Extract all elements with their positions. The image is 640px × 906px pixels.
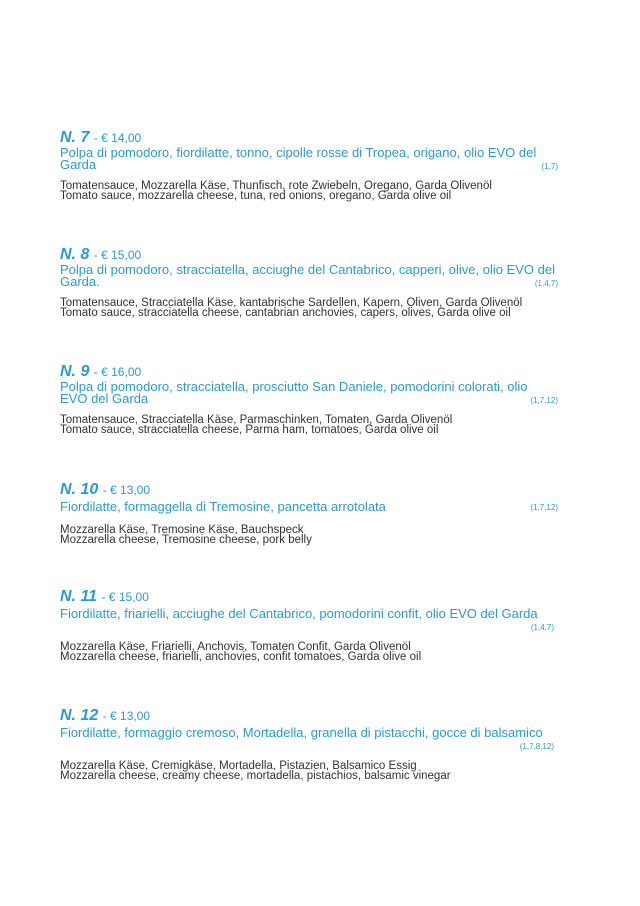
- item-description-german: Mozzarella Käse, Friarielli, Anchovis, Tomaten Confit, Garda Olivenöl: [60, 641, 411, 653]
- item-price: - € 14,00: [93, 131, 142, 145]
- italian-text: Polpa di pomodoro, stracciatella, prosciutto San Daniele, pomodorini colorati, olio EVO del Garda: [60, 379, 528, 406]
- item-description-english: Mozzarella cheese, creamy cheese, mortadella, pistachios, balsamic vinegar: [60, 770, 451, 782]
- item-number: N. 8: [60, 246, 90, 263]
- menu-item: [60, 246, 560, 318]
- allergen-codes: (1,7,12): [530, 503, 558, 512]
- allergen-codes: (1,4,7): [534, 279, 558, 288]
- item-header: [60, 707, 560, 725]
- item-number: N. 10: [60, 481, 99, 498]
- item-description-italian: [60, 725, 560, 751]
- allergen-codes: (1,4,7): [530, 623, 554, 632]
- allergen-codes: (1,7): [541, 162, 558, 171]
- allergen-codes: (1,7,12): [530, 396, 558, 405]
- item-description-italian: [60, 264, 560, 288]
- item-description-english: Mozzarella cheese, friarielli, anchovies, confit tomatoes, Garda olive oil: [60, 651, 422, 663]
- item-description-german: Tomatensauce, Mozzarella Käse, Thunfisch, rote Zwiebeln, Oregano, Garda Olivenöl: [60, 180, 492, 192]
- item-description-italian: [60, 499, 560, 515]
- menu-item: [60, 129, 560, 201]
- menu-item: [60, 363, 560, 435]
- allergen-codes: (1,7,8,12): [519, 742, 554, 751]
- item-price: - € 15,00: [101, 590, 149, 604]
- italian-text: Fiordilatte, friarielli, acciughe del Cantabrico, pomodorini confit, olio EVO del Garda: [60, 606, 538, 621]
- item-description-english: Tomato sauce, stracciatella cheese, Parma ham, tomatoes, Garda olive oil: [60, 424, 439, 436]
- item-price: - € 13,00: [102, 709, 151, 723]
- item-number: N. 12: [60, 707, 99, 724]
- item-description-english: Tomato sauce, stracciatella cheese, cantabrian anchovies, capers, olives, Garda olive oil: [60, 307, 511, 319]
- item-header: [60, 481, 560, 499]
- italian-text: Polpa di pomodoro, stracciatella, acciughe del Cantabrico, capperi, olive, olio EVO del Garda.: [60, 262, 555, 289]
- menu-item: [60, 707, 560, 781]
- item-header: [60, 588, 560, 606]
- item-description-german: Tomatensauce, Stracciatella Käse, kantabrische Sardellen, Kapern, Oliven, Garda Olivenöl: [60, 297, 523, 309]
- item-description-italian: [60, 147, 560, 171]
- item-price: - € 16,00: [93, 365, 142, 379]
- item-description-english: Mozzarella cheese, Tremosine cheese, pork belly: [60, 534, 312, 546]
- menu-item: [60, 588, 560, 662]
- item-number: N. 7: [60, 129, 90, 146]
- item-description-italian: [60, 381, 560, 405]
- item-number: N. 9: [60, 363, 90, 380]
- item-number: N. 11: [60, 588, 98, 605]
- italian-text: Fiordilatte, formaggio cremoso, Mortadella, granella di pistacchi, gocce di balsamico: [60, 725, 543, 740]
- menu-item: [60, 481, 560, 545]
- italian-text: Polpa di pomodoro, fiordilatte, tonno, cipolle rosse di Tropea, origano, olio EVO del Garda: [60, 145, 537, 172]
- italian-text: Fiordilatte, formaggella di Tremosine, pancetta arrotolata: [60, 499, 386, 514]
- item-description-italian: [60, 606, 560, 632]
- item-description-english: Tomato sauce, mozzarella cheese, tuna, red onions, oregano, Garda olive oil: [60, 190, 452, 202]
- item-description-german: Tomatensauce, Stracciatella Käse, Parmaschinken, Tomaten, Garda Olivenöl: [60, 414, 453, 426]
- item-description-german: Mozzarella Käse, Cremigkäse, Mortadella, Pistazien, Balsamico Essig: [60, 760, 417, 772]
- item-price: - € 15,00: [93, 248, 142, 262]
- item-description-german: Mozzarella Käse, Tremosine Käse, Bauchspeck: [60, 524, 304, 536]
- item-price: - € 13,00: [102, 483, 151, 497]
